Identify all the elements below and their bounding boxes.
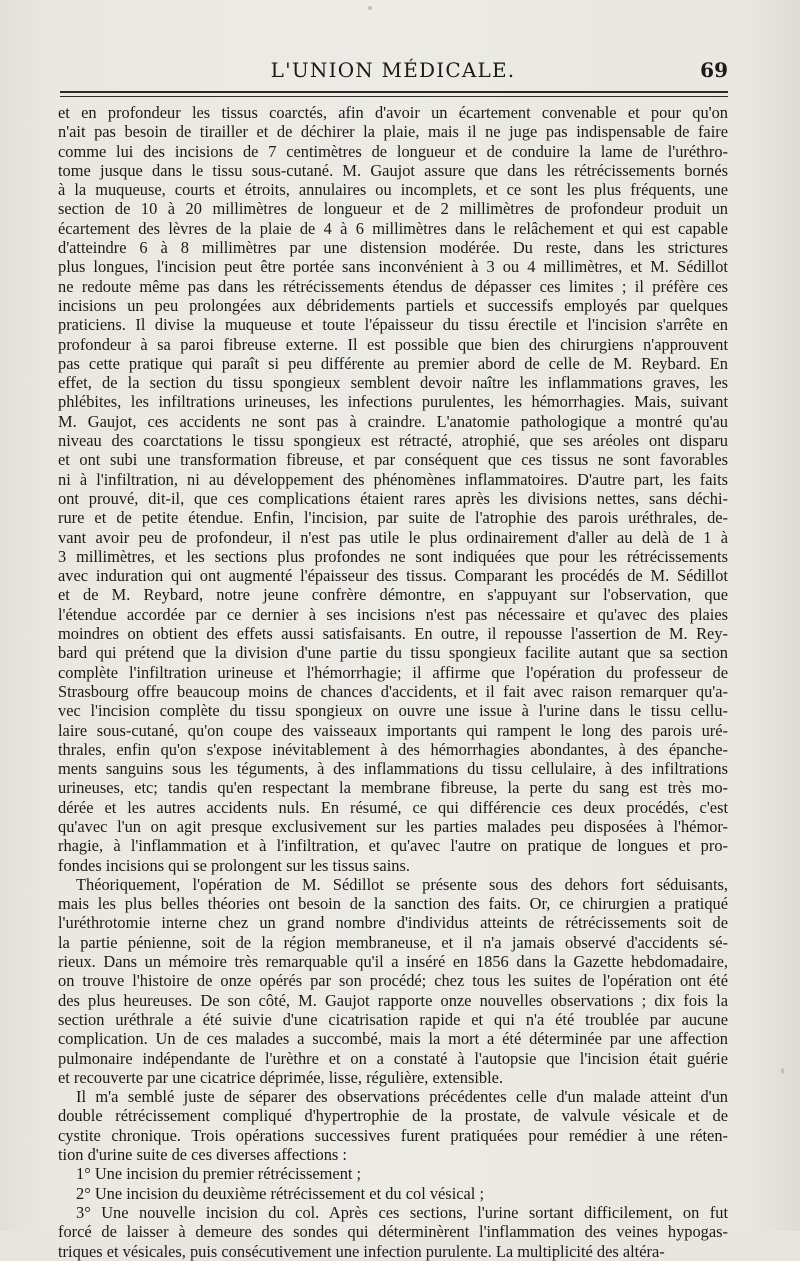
text-line: complication. Un de ces malades a succombé, mais la mort a été déterminée par une affection (58, 1029, 728, 1049)
text-line: vant avoir peu de profondeur, il n'est pas utile le plus ordinairement d'aller au delà de 1 à (58, 527, 728, 547)
text-line: ont prouvé, dit-il, que ces complications étaient rares après les divisions nettes, sans déchi- (58, 488, 728, 508)
text-line: comme lui des incisions de 7 centimètres de longueur et de conduire la lame de l'uréthro- (58, 141, 728, 161)
text-line: profondeur à sa paroi fibreuse externe. Il est possible que bien des chirurgiens n'approuvent (58, 334, 728, 354)
text-line: section de 10 à 20 millimètres de longueur et de 2 millimètres de profondeur produit un (58, 199, 728, 219)
text-line: et ont subi une transformation fibreuse, et par conséquent que ces tissus ne sont favorables (58, 450, 728, 470)
text-line: Théoriquement, l'opération de M. Sédillot se présente sous des dehors fort séduisants, (76, 874, 728, 894)
text-line: à la muqueuse, courts et étroits, annulaires ou incomplets, et ce sont les plus fréquents, une (58, 180, 728, 200)
text-line: laire sous-cutané, qu'on coupe des vaisseaux importants qui rampent le long des parois uré- (58, 720, 728, 740)
text-line: 2° Une incision du deuxième rétrécissement et du col vésical ; (76, 1183, 484, 1203)
text-line: d'atteindre 6 à 8 millimètres par une distension modérée. Du reste, dans les strictures (58, 238, 728, 258)
text-line: écartement des lèvres de la plaie de 4 à 6 millimètres dans le relâchement et qui est capable (58, 218, 728, 238)
text-line: moindres on obtient des effets aussi satisfaisants. En outre, il repousse l'assertion de M. Rey- (58, 624, 728, 644)
text-line: fondes incisions qui se prolongent sur les tissus sains. (58, 855, 410, 875)
text-line: triques et vésicales, puis consécutivement une infection purulente. La multiplicité des altéra- (58, 1241, 665, 1261)
text-line: praticiens. Il divise la muqueuse et toute l'épaisseur du tissu érectile et l'incision s'arrête en (58, 315, 728, 335)
text-line: plus longues, l'incision peut être portée sans inconvénient à 3 ou 4 millimètres, et M. Sédillot (58, 257, 728, 277)
text-line: forcé de laisser à demeure des sondes qui déterminèrent l'inflammation des veines hypogas- (58, 1222, 728, 1242)
text-line: urineuses, etc; tandis qu'en respectant la membrane fibreuse, la perte du sang est très mo- (58, 778, 728, 798)
text-line: des plus heureuses. De son côté, M. Gaujot rapporte onze nouvelles observations ; dix fois la (58, 990, 728, 1010)
text-line: niveau des coarctations le tissu spongieux est rétracté, atrophié, que ses aréoles ont disparu (58, 431, 728, 451)
text-line: on trouve l'histoire de onze opérés par son procédé; chez tous les suites de l'opération ont été (58, 971, 728, 991)
text-line: et de M. Reybard, notre jeune confrère démontre, en s'appuyant sur l'observation, que (58, 585, 728, 605)
text-line: Strasbourg offre beaucoup moins de chances d'accidents, et il fait avec raison remarquer qu'a- (58, 681, 728, 701)
text-line: incisions un peu prolongées aux débridements partiels et successifs employés par quelques (58, 295, 728, 315)
header-rule (60, 91, 728, 93)
text-line: tome jusque dans le tissu sous-cutané. M. Gaujot assure que dans les rétrécissements bornés (58, 160, 728, 180)
article-body (58, 103, 728, 1261)
text-line: M. Gaujot, ces accidents ne sont pas à craindre. L'anatomie pathologique a montré qu'au (58, 411, 728, 431)
text-line: thrales, enfin qu'on s'expose inévitablement à des hémorrhagies abondantes, à des épanche- (58, 739, 728, 759)
paper-speck (781, 1068, 784, 1074)
text-line: phlébites, les infiltrations urineuses, les infections purulentes, les hémorrhagies. Mais, suivant (58, 392, 728, 412)
text-line: dérée et les autres accidents nuls. En résumé, ce qui différencie ces deux procédés, c'est (58, 797, 728, 817)
text-line: ments sanguins sous les téguments, à des inflammations du tissu cellulaire, à des infiltrations (58, 759, 728, 779)
text-line: et recouverte par une cicatrice déprimée, lisse, régulière, extensible. (58, 1067, 504, 1087)
text-line: complète l'infiltration urineuse et l'hémorrhagie; il affirme que l'opération du professeur de (58, 662, 728, 682)
text-line: qu'avec l'un on agit presque exclusivement sur les parties malades peu disposées à l'hémor- (58, 816, 728, 836)
text-line: n'ait pas besoin de tirailler et de déchirer la plaie, mais il ne juge pas indispensable de faire (58, 122, 728, 142)
text-line: ne redoute même pas dans les rétrécissements étendus de dépasser ces limites ; il préfère ces (58, 276, 728, 296)
header-rule-thin (60, 96, 728, 97)
text-line: 1° Une incision du premier rétrécissement ; (76, 1164, 362, 1184)
text-line: ni à l'infiltration, ni au développement des phénomènes inflammatoires. D'autre part, les faits (58, 469, 728, 489)
text-line: la partie pénienne, soit de la région membraneuse, et il n'a jamais observé d'accidents sé- (58, 932, 728, 952)
text-line: l'uréthrotomie interne chez un grand nombre d'individus atteints de rétrécissements soit de (58, 913, 728, 933)
text-line: Il m'a semblé juste de séparer des observations précédentes celle d'un malade atteint d'un (76, 1087, 728, 1107)
text-line: cystite chronique. Trois opérations successives furent pratiquées pour remédier à une réten- (58, 1125, 728, 1145)
text-line: double rétrécissement compliqué d'hypertrophie de la prostate, de valvule vésicale et de (58, 1106, 728, 1126)
text-line: rieux. Dans un mémoire très remarquable qu'il a inséré en 1856 dans la Gazette hebdomadaire, (58, 952, 728, 972)
running-title: L'UNION MÉDICALE. (270, 58, 516, 82)
text-line: rhagie, à l'inflammation et à l'infiltration, et qu'avec l'autre on pratique de longues et pro- (58, 836, 728, 856)
text-line: rure et de petite étendue. Enfin, l'incision, par suite de l'atrophie des parois uréthrales, de- (58, 508, 728, 528)
text-line: l'étendue accordée par ce dernier à ses incisions n'est pas nécessaire et qu'avec des plaies (58, 604, 728, 624)
text-line: 3° Une nouvelle incision du col. Après ces sections, l'urine sortant difficilement, on fut (76, 1202, 728, 1222)
paper-speck (368, 6, 372, 10)
text-line: bard qui prétend que la division d'une partie du tissu spongieux facilite autant que sa section (58, 643, 728, 663)
text-line: section uréthrale a été suivie d'une cicatrisation rapide et qui n'a été troublée par aucune (58, 1009, 728, 1029)
text-line: vec l'incision complète du tissu spongieux on ouvre une issue à l'urine dans le tissu cellu- (58, 701, 728, 721)
text-line: tion d'urine suite de ces diverses affections : (58, 1145, 347, 1165)
text-line: avec induration qui ont augmenté l'épaisseur des tissus. Comparant les procédés de M. Sédillot (58, 566, 728, 586)
running-head (58, 58, 728, 88)
text-line: pulmonaire indépendante de l'urèthre et on a constaté à l'autopsie que l'incision était guérie (58, 1048, 728, 1068)
page-number: 69 (700, 58, 728, 82)
text-line: mais les plus belles théories ont besoin de la sanction des faits. Or, ce chirurgien a pratiqué (58, 894, 728, 914)
text-line: 3 millimètres, et les sections plus profondes ne sont indiquées que pour les rétrécissements (58, 546, 728, 566)
text-line: pas cette pratique qui paraît si peu différente au premier abord de celle de M. Reybard. En (58, 353, 728, 373)
text-line: effet, de la section du tissu spongieux semblent devoir naître les inflammations graves, les (58, 373, 728, 393)
text-line: et en profondeur les tissus coarctés, afin d'avoir un écartement convenable et pour qu'on (58, 103, 728, 122)
